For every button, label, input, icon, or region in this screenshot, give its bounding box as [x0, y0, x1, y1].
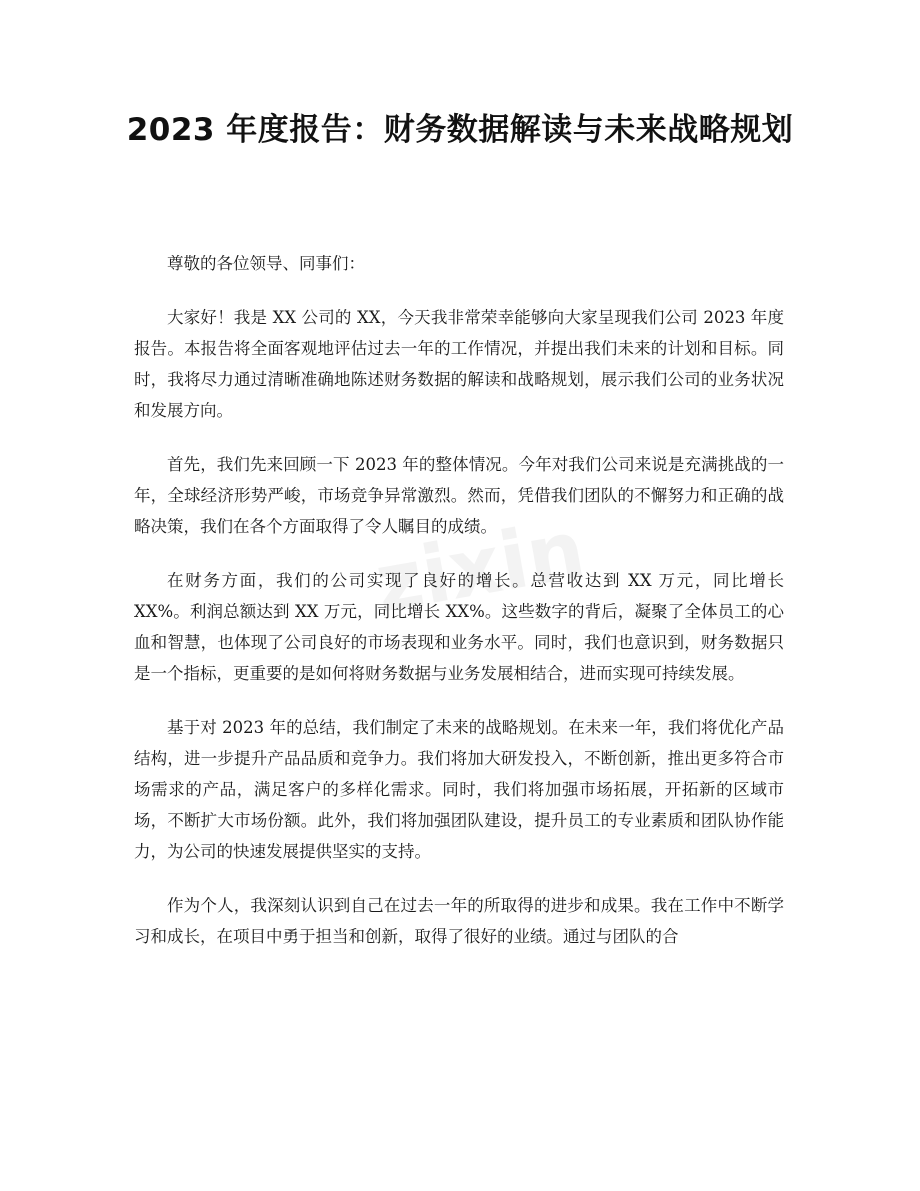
review-paragraph: 首先，我们先来回顾一下 2023 年的整体情况。今年对我们公司来说是充满挑战的一年，全球经济形势严峻，市场竞争异常激烈。然而，凭借我们团队的不懈努力和正确的战略决策，我们在各个方面取得了令人瞩目的成绩。 [134, 455, 784, 536]
document-body [134, 248, 784, 975]
strategy-paragraph: 基于对 2023 年的总结，我们制定了未来的战略规划。在未来一年，我们将优化产品结构，进一步提升产品品质和竞争力。我们将加大研发投入，不断创新，推出更多符合市场需求的产品，满足客户的多样化需求。同时，我们将加强市场拓展，开拓新的区域市场，不断扩大市场份额。此外，我们将加强团队建设，提升员工的专业素质和团队协作能力，为公司的快速发展提供坚实的支持。 [134, 718, 784, 861]
personal-paragraph: 作为个人，我深刻认识到自己在过去一年的所取得的进步和成果。我在工作中不断学习和成长，在项目中勇于担当和创新，取得了很好的业绩。通过与团队的合 [134, 896, 784, 946]
intro-paragraph: 大家好！我是 XX 公司的 XX，今天我非常荣幸能够向大家呈现我们公司 2023 年度报告。本报告将全面客观地评估过去一年的工作情况，并提出我们未来的计划和目标。同时，我将尽力通过清晰准确地陈述财务数据的解读和战略规划，展示我们公司的业务状况和发展方向。 [134, 308, 784, 420]
salutation-paragraph: 尊敬的各位领导、同事们： [167, 254, 365, 273]
document-title: 2023 年度报告：财务数据解读与未来战略规划 [126, 112, 794, 148]
finance-paragraph: 在财务方面，我们的公司实现了良好的增长。总营收达到 XX 万元，同比增长 XX%。利润总额达到 XX 万元，同比增长 XX%。这些数字的背后，凝聚了全体员工的心血和智慧，也体现了公司良好的市场表现和业务水平。同时，我们也意识到，财务数据只是一个指标，更重要的是如何将财务数据与业务发展相结合，进而实现可持续发展。 [134, 571, 784, 683]
